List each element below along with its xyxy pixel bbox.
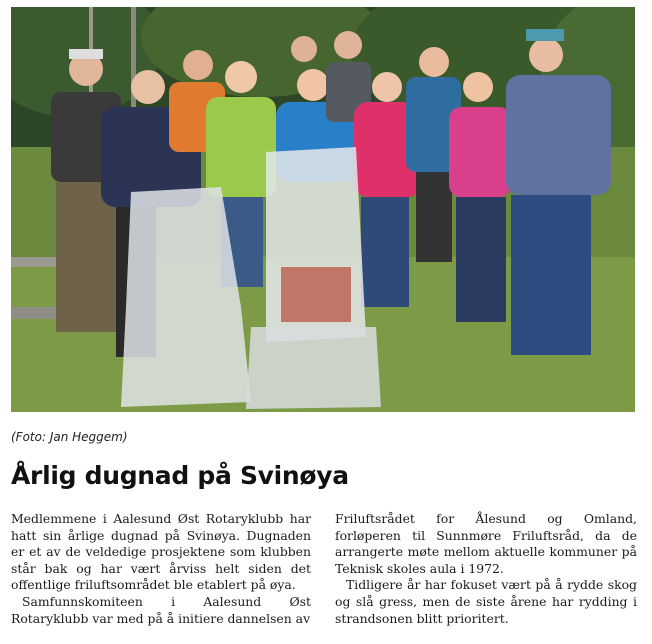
article-paragraph: Friluftsrådet for Ålesund og Omland, forløperen til Sunnmøre Friluftsråd, da de arrangerte møte mellom aktuelle kommuner på Teknisk skoles aula i 1972. [335,511,637,576]
article-headline: Årlig dugnad på Svinøya [11,461,349,490]
group-photo [11,7,635,412]
article-paragraph: Samfunnskomiteen i Aalesund Øst Rotaryklubb var med på å initiere dannelsen av [11,593,311,626]
article-column-left [11,511,311,627]
photo-caption: (Foto: Jan Heggem) [11,430,128,444]
article-column-right [335,511,637,627]
article-paragraph: Medlemmene i Aalesund Øst Rotaryklubb har hatt sin årlige dugnad på Svinøya. Dugnaden er et av de veldedige prosjektene som klubben står bak og har vært årviss helt siden det offentlige friluftsområdet ble etablert på øya. [11,511,311,593]
group-photo-icon [11,7,635,412]
article-paragraph: Tidligere år har fokuset vært på å rydde skog og slå gress, men de siste årene har rydding i strandsonen blitt prioritert. [335,577,637,626]
